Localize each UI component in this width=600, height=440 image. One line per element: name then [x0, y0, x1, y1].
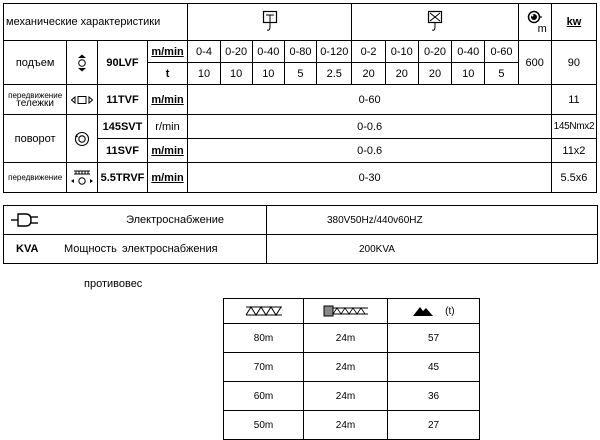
counter-jib-length: 24m [304, 324, 388, 353]
hoist-speed: 0-2 [352, 41, 385, 63]
hoist-speed: 0-20 [220, 41, 252, 63]
length-header [304, 299, 388, 324]
hoist-mode-2-icon [352, 4, 518, 41]
slewing-icon [74, 131, 90, 147]
hoist-mode-1-icon [188, 4, 352, 41]
hoist-speed: 0-40 [252, 41, 284, 63]
counter-jib-length: 24m [304, 411, 388, 440]
slewing-icon-cell [67, 115, 98, 163]
travel-icon-cell [67, 163, 98, 193]
counter-jib-length: 24m [304, 382, 388, 411]
hoist-load: 10 [220, 63, 252, 85]
kva-label: KVA [16, 243, 39, 255]
table-row [224, 324, 480, 353]
hook-double-icon [427, 10, 443, 34]
table-row [224, 411, 480, 440]
hoist-speed: 0-4 [188, 41, 220, 63]
hoist-speed: 0-60 [485, 41, 518, 63]
table-row [224, 353, 480, 382]
hoist-model: 90LVF [98, 41, 147, 85]
hoist-load: 10 [452, 63, 485, 85]
power-supply-label-cell [4, 206, 267, 235]
hoist-load: 20 [385, 63, 418, 85]
trolley-label [4, 85, 67, 115]
hoist-speed: 0-40 [452, 41, 485, 63]
hoist-load: 2.5 [317, 63, 352, 85]
mechanical-specs-table [3, 3, 597, 193]
hoist-icon-cell [67, 41, 98, 85]
counterweight-table [223, 298, 480, 440]
slewing-speed-2: 0-0.6 [188, 139, 551, 163]
plug-icon [10, 211, 42, 229]
slewing-model-1: 145SVT [98, 115, 147, 139]
counterweight-value: 36 [388, 382, 480, 411]
specs-title: механические характеристики [4, 4, 188, 41]
height-unit: m [537, 22, 547, 35]
jib-length: 50m [224, 411, 304, 440]
hoist-height: 600 [518, 41, 551, 85]
hoist-icon [76, 54, 88, 72]
hoist-power: 90 [551, 41, 596, 85]
power-supply-table [3, 205, 598, 264]
trolley-model: 11TVF [98, 85, 147, 115]
slewing-power-1: 145Nmx2 [551, 115, 596, 139]
hoist-speed: 0-80 [284, 41, 316, 63]
power-supply-value: 380V50Hz/440v60HZ [267, 206, 598, 235]
power-header: kw [551, 4, 596, 41]
drum-icon [527, 10, 543, 24]
hoist-speed: 0-20 [418, 41, 451, 63]
trolley-icon-cell [67, 85, 98, 115]
capacity-label: Мощность электроснабжения [64, 243, 218, 255]
slewing-speed-1: 0-0.6 [188, 115, 551, 139]
hoist-load-unit: t [147, 63, 188, 85]
weight-header [388, 299, 480, 324]
counterweight-value: 57 [388, 324, 480, 353]
hoist-speed: 0-10 [385, 41, 418, 63]
trolley-power: 11 [551, 85, 596, 115]
hoist-label: подъем [4, 41, 67, 85]
trolley-unit: m/min [147, 85, 188, 115]
counter-jib-length: 24m [304, 353, 388, 382]
trolley-label-line2: тележки [16, 97, 54, 109]
slewing-power-2: 11x2 [551, 139, 596, 163]
weight-unit: (t) [445, 305, 455, 317]
weight-pile-icon [412, 305, 434, 317]
travel-icon [70, 169, 94, 187]
capacity-value: 200KVA [267, 235, 598, 264]
counterweight-jib-icon [323, 305, 369, 317]
table-row [224, 382, 480, 411]
hoist-load: 10 [188, 63, 220, 85]
hoist-speed-unit: m/min [147, 41, 188, 63]
travel-unit: m/min [147, 163, 188, 193]
hoist-load: 20 [352, 63, 385, 85]
hoist-load: 5 [485, 63, 518, 85]
travel-model: 5.5TRVF [98, 163, 147, 193]
slewing-unit-1: r/min [147, 115, 188, 139]
power-supply-label: Электроснабжение [126, 213, 225, 226]
trolley-label-line1: передвижение [8, 90, 63, 100]
hoist-load: 10 [252, 63, 284, 85]
trolley-icon [71, 95, 93, 105]
jib-length: 80m [224, 324, 304, 353]
slewing-model-2: 11SVF [98, 139, 147, 163]
jib-length: 60m [224, 382, 304, 411]
counterweight-value: 45 [388, 353, 480, 382]
jib-truss-icon [245, 306, 283, 316]
slewing-label: поворот [4, 115, 67, 163]
travel-power: 5.5x6 [551, 163, 596, 193]
hoist-speed: 0-120 [317, 41, 352, 63]
travel-speed: 0-30 [188, 163, 551, 193]
hook-single-icon [262, 10, 278, 34]
travel-label: передвижение [4, 163, 67, 193]
hoist-load: 20 [418, 63, 451, 85]
counterweight-value: 27 [388, 411, 480, 440]
height-header [518, 4, 551, 41]
trolley-speed: 0-60 [188, 85, 551, 115]
capacity-label-cell [4, 235, 267, 264]
slewing-unit-2: m/min [147, 139, 188, 163]
hoist-load: 5 [284, 63, 316, 85]
counterweight-title: противовес [84, 278, 143, 290]
jib-header [224, 299, 304, 324]
jib-length: 70m [224, 353, 304, 382]
